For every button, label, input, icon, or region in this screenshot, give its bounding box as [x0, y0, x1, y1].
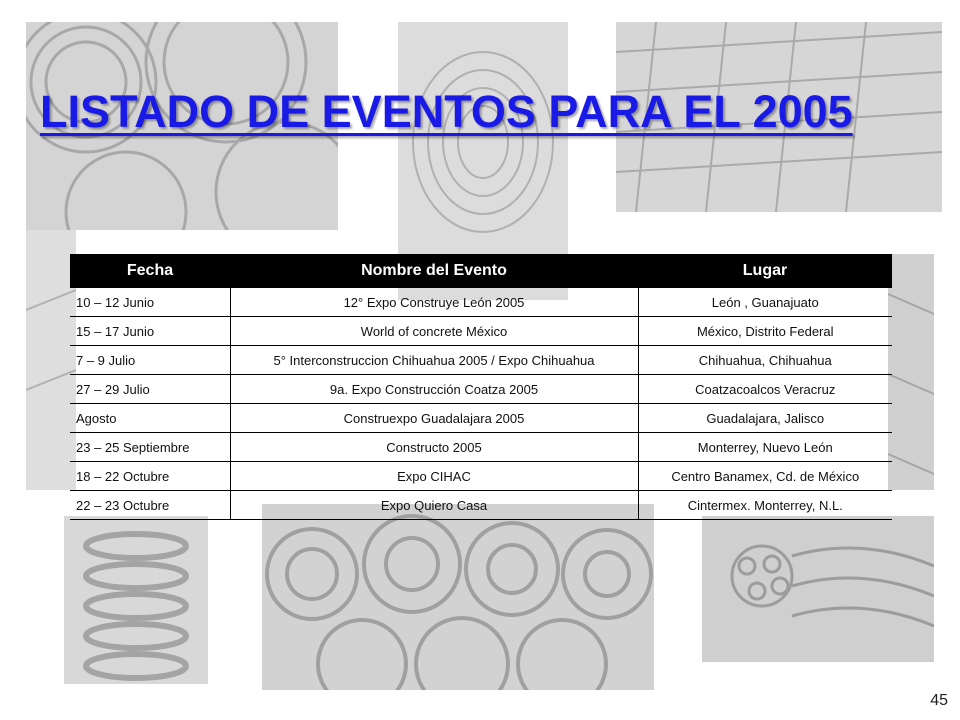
wire-mesh-photo-right [888, 254, 934, 490]
events-table [70, 254, 892, 520]
slide-title: LISTADO DE EVENTOS PARA EL 2005 [40, 86, 853, 137]
cell-evento: Expo Quiero Casa [230, 491, 638, 520]
cell-lugar: Guadalajara, Jalisco [638, 404, 892, 433]
cell-fecha: 15 – 17 Junio [70, 317, 230, 346]
cell-evento: World of concrete México [230, 317, 638, 346]
table-row [70, 404, 892, 433]
table-row [70, 491, 892, 520]
cell-fecha: 10 – 12 Junio [70, 288, 230, 317]
cell-lugar: México, Distrito Federal [638, 317, 892, 346]
table-row [70, 317, 892, 346]
cell-evento: 5° Interconstruccion Chihuahua 2005 / Expo Chihuahua [230, 346, 638, 375]
cell-fecha: 22 – 23 Octubre [70, 491, 230, 520]
cell-fecha: Agosto [70, 404, 230, 433]
header-fecha: Fecha [70, 254, 230, 288]
cell-evento: Constructo 2005 [230, 433, 638, 462]
cell-lugar: Centro Banamex, Cd. de México [638, 462, 892, 491]
wire-coils-photo-bottom-center [262, 504, 654, 690]
cell-fecha: 18 – 22 Octubre [70, 462, 230, 491]
cell-evento: 9a. Expo Construcción Coatza 2005 [230, 375, 638, 404]
header-lugar: Lugar [638, 254, 892, 288]
cell-evento: Expo CIHAC [230, 462, 638, 491]
cell-evento: 12° Expo Construye León 2005 [230, 288, 638, 317]
cell-lugar: León , Guanajuato [638, 288, 892, 317]
wire-rope-photo-bottom-right [702, 516, 934, 662]
cell-evento: Construexpo Guadalajara 2005 [230, 404, 638, 433]
table-header-row [70, 254, 892, 288]
cell-fecha: 23 – 25 Septiembre [70, 433, 230, 462]
table-row [70, 346, 892, 375]
cell-lugar: Cintermex. Monterrey, N.L. [638, 491, 892, 520]
cell-lugar: Chihuahua, Chihuahua [638, 346, 892, 375]
cell-fecha: 7 – 9 Julio [70, 346, 230, 375]
fence-photo-left [26, 230, 76, 490]
header-nombre-evento: Nombre del Evento [230, 254, 638, 288]
table-row [70, 462, 892, 491]
table-row [70, 375, 892, 404]
page-number: 45 [930, 692, 948, 709]
spring-photo-bottom-left [64, 516, 208, 684]
table-row [70, 288, 892, 317]
cell-lugar: Monterrey, Nuevo León [638, 433, 892, 462]
cell-fecha: 27 – 29 Julio [70, 375, 230, 404]
table-row [70, 433, 892, 462]
cell-lugar: Coatzacoalcos Veracruz [638, 375, 892, 404]
